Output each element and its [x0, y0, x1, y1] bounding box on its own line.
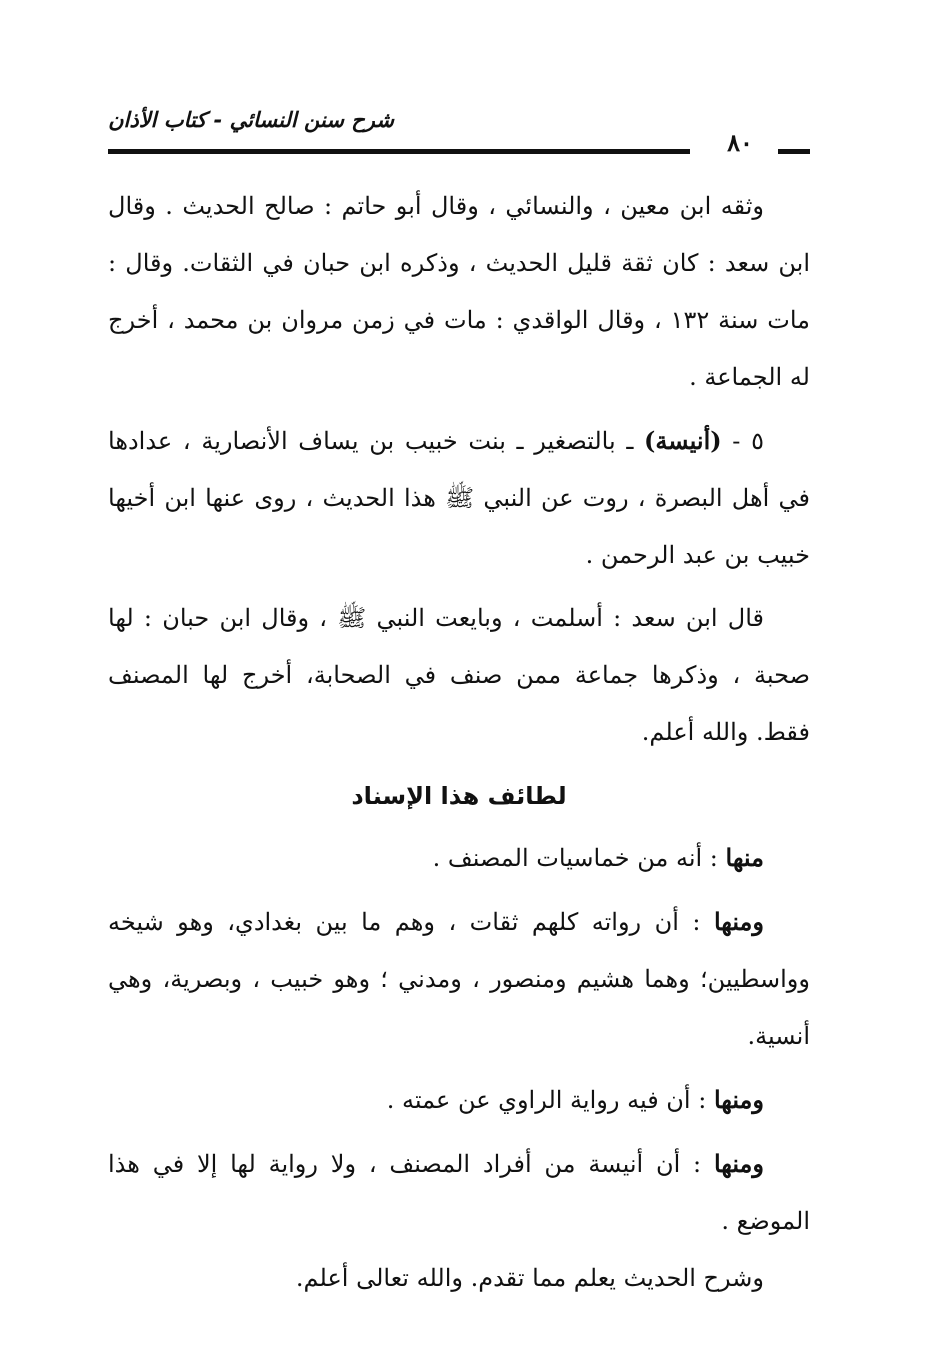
closing-line: وشرح الحديث يعلم مما تقدم. والله تعالى أعلم.	[295, 1264, 764, 1292]
body-text	[108, 178, 810, 1307]
point-item	[108, 1135, 810, 1250]
paragraph-narrator-trust: وثقه ابن معين ، والنسائي ، وقال أبو حاتم : صالح الحديث . وقال ابن سعد : كان ثقة قليل الحديث ، وذكره ابن حبان في الثقات. وقال : مات سنة ١٣٢ ، وقال الواقدي : مات في زمن مروان بن محمد ، أخرج له الجماعة .	[108, 192, 810, 391]
point-item	[108, 1071, 810, 1129]
entry-text: ـ بالتصغير ـ بنت خبيب بن يساف الأنصارية ، عدادها في أهل البصرة ، روت عن النبي ﷺ هذا الحديث ، روى عنها ابن أخيها خبيب بن عبد الرحمن .	[108, 427, 810, 569]
point-text: : أن فيه رواية الراوي عن عمته .	[386, 1086, 707, 1114]
point-lead: ومنها	[713, 907, 764, 936]
paragraph-unaysa-bio	[108, 412, 810, 584]
page-number: ٨٠	[727, 128, 753, 157]
point-item	[108, 829, 810, 887]
narrator-name: (أنيسة)	[644, 426, 722, 455]
point-lead: ومنها	[713, 1149, 764, 1178]
running-title: شرح سنن النسائي - كتاب الأذان	[108, 108, 394, 132]
paragraph-unaysa-companionship: قال ابن سعد : أسلمت ، وبايعت النبي ﷺ ، وقال ابن حبان : لها صحبة ، وذكرها جماعة ممن صنف في الصحابة، أخرج لها المصنف فقط. والله أعلم.	[108, 604, 810, 746]
section-heading: لطائف هذا الإسناد	[351, 782, 567, 810]
point-item	[108, 893, 810, 1065]
point-lead: منها	[725, 843, 764, 872]
point-text: : أن أنيسة من أفراد المصنف ، ولا رواية لها إلا في هذا الموضع .	[108, 1150, 810, 1235]
point-text: : أن رواته كلهم ثقات ، وهم ما بين بغدادي، وهو شيخه وواسطيين؛ وهما هشيم ومنصور ، ومدني ؛ وهو خبيب ، وبصرية، وهي أنسية.	[108, 908, 810, 1050]
point-text: : أنه من خماسيات المصنف .	[432, 844, 718, 872]
point-lead: ومنها	[713, 1085, 764, 1114]
header-rule	[108, 149, 690, 154]
header-dash	[778, 149, 810, 154]
entry-number: ٥ -	[732, 427, 764, 455]
